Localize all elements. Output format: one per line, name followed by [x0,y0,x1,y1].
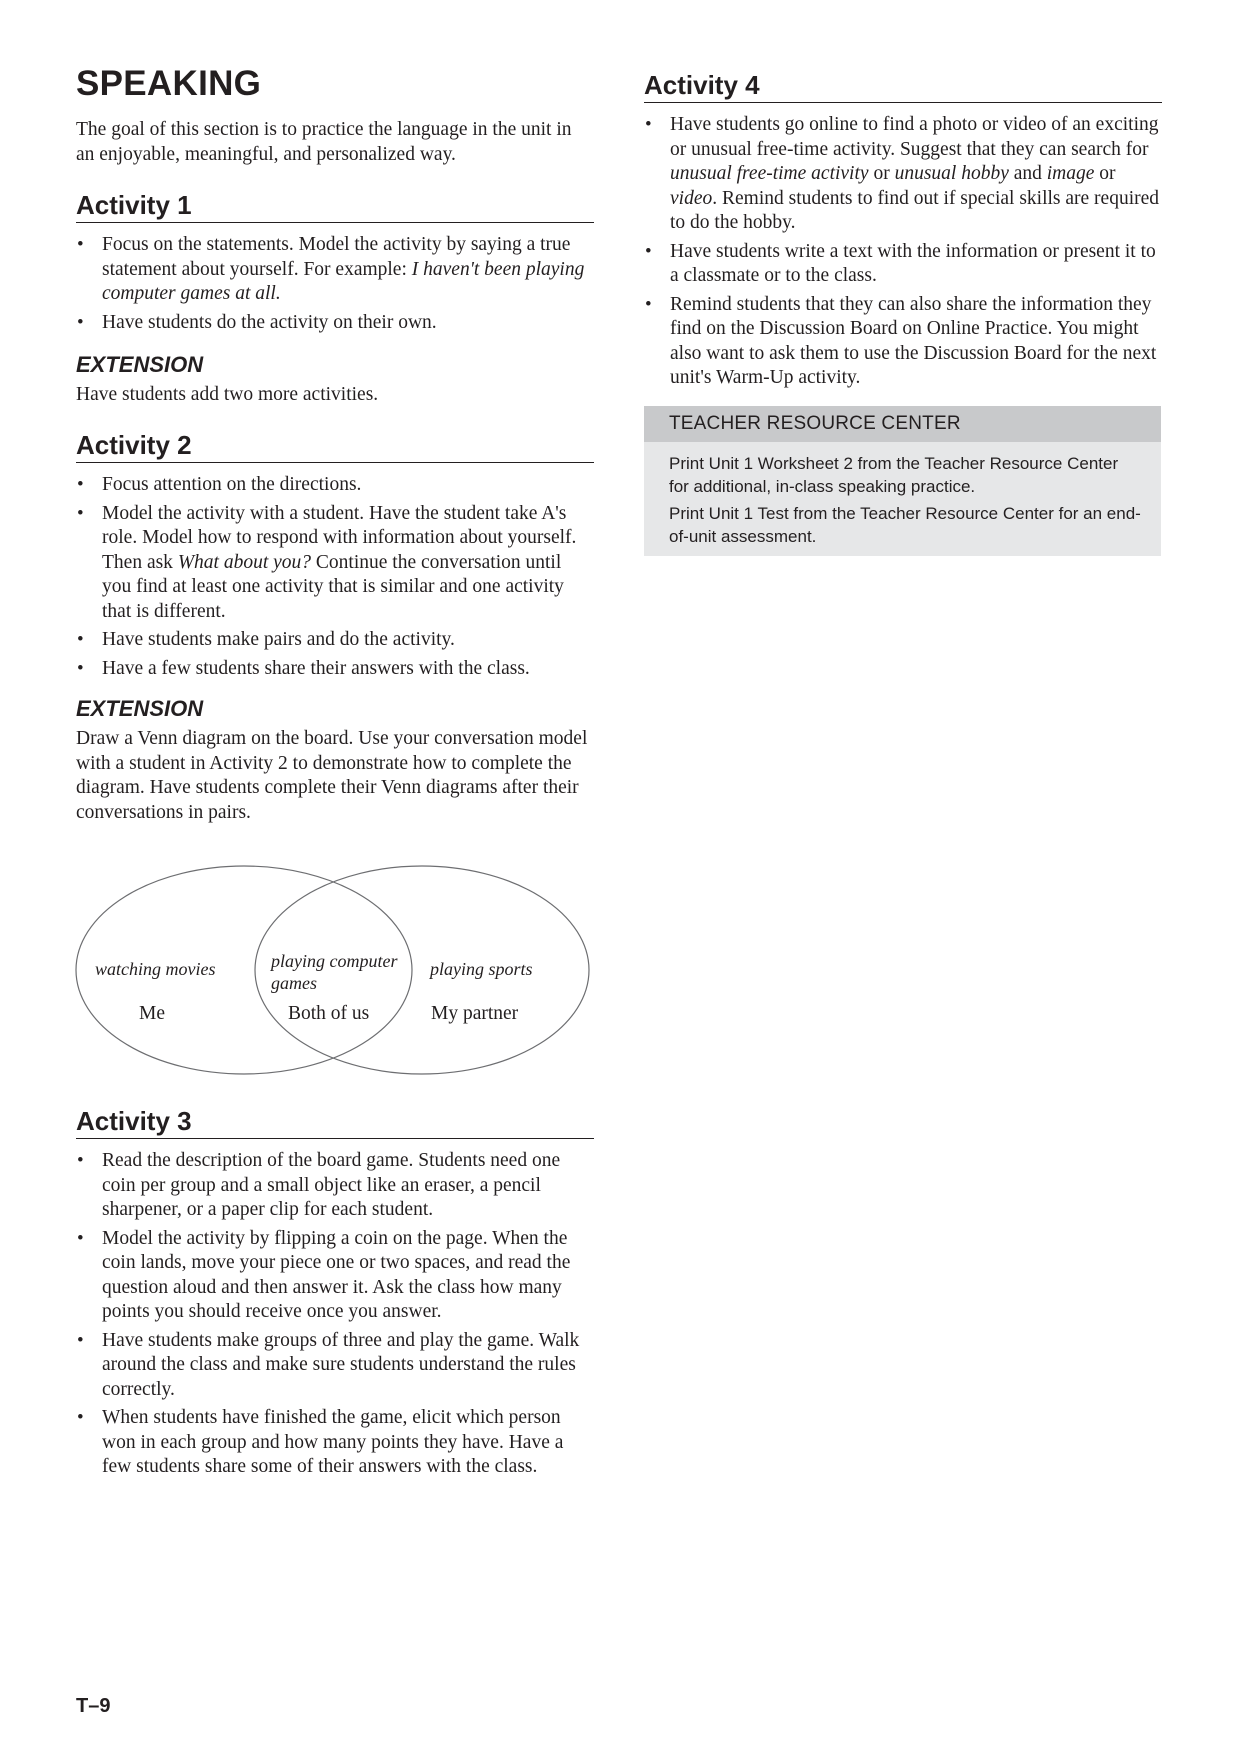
page-title: SPEAKING [76,64,262,103]
extension-body: Draw a Venn diagram on the board. Use your conversation model with a student in Activity 2 to demonstrate how to complete the diagram. Have students complete their Venn diagrams after their conversations in pairs. [76,728,588,823]
venn-middle-label: Both of us [288,1003,370,1024]
activity-1-list [76,233,594,339]
list-item [76,502,594,625]
venn-right-item: playing sports [430,959,533,979]
bullet-icon: • [77,1407,84,1428]
venn-right-label: My partner [431,1003,519,1024]
list-item [644,240,1162,289]
bullet-icon: • [645,240,652,262]
bullet-text-tail: . Remind students to find out if special skills are required to do the hobby. [670,187,1160,233]
bullet-icon: • [77,657,84,679]
list-item [76,1227,594,1325]
list-item [644,293,1162,391]
bullet-text: Read the description of the board game. Students need one coin per group and a small object like an eraser, a pencil sharpener, or a paper clip for each student. [102,1150,561,1220]
venn-diagram [74,862,594,1087]
activity-2-list [76,473,594,685]
trc-heading: TEACHER RESOURCE CENTER [644,406,1161,442]
bullet-icon: • [77,474,84,495]
bullet-text: Have students do the activity on their own. [102,311,437,333]
list-item [76,1329,594,1403]
bullet-text: Focus attention on the directions. [102,474,362,495]
activity-3-heading: Activity 3 [76,1106,594,1139]
search-term: video [670,187,713,209]
activity-1-heading: Activity 1 [76,190,594,223]
bullet-icon: • [77,234,84,255]
venn-left-label: Me [139,1003,165,1024]
trc-item: Print Unit 1 Test from the Teacher Resource Center for an end-of-unit assessment. [669,504,1141,546]
extension-heading: EXTENSION [76,352,204,377]
bullet-text: Remind students that they can also share the information they find on the Discussion Board on Online Practice. You might also want to ask them to use the Discussion Board for the next unit's Warm-Up activity. [670,293,1157,388]
bullet-icon: • [77,502,84,524]
extension-heading: EXTENSION [76,696,204,721]
bullet-text: Have a few students share their answers with the class. [102,657,530,679]
bullet-text-join: or [1094,163,1116,184]
bullet-text: Have students write a text with the information or present it to a classmate or to the class. [670,240,1156,286]
list-item [76,311,594,336]
list-item [76,628,594,653]
list-item [76,1406,594,1480]
trc-item: Print Unit 1 Worksheet 2 from the Teacher Resource Center for additional, in-class speaking practice. [669,454,1119,496]
activity-4-list [644,113,1162,395]
search-term: image [1046,163,1095,184]
list-item [76,233,594,307]
bullet-text: When students have finished the game, elicit which person won in each group and how many points they have. Have a few students share some of their answers with the class. [102,1407,564,1477]
activity-2-heading: Activity 2 [76,430,594,463]
example-statement: I haven't been playing computer games at all. [102,258,585,304]
trc-body [644,442,1161,548]
bullet-icon: • [77,629,84,650]
activity-3-list [76,1149,594,1484]
bullet-text: Focus on the statements. Model the activity by saying a true statement about yourself. For example: [102,234,571,280]
bullet-text-join: or [868,163,895,184]
bullet-text-join: and [1008,163,1047,184]
venn-middle-item: playing computer [271,951,398,971]
bullet-text: Have students make groups of three and play the game. Walk around the class and make sure students understand the rules correctly. [102,1329,580,1400]
bullet-icon: • [645,114,652,135]
bullet-icon: • [77,1329,84,1351]
list-item [76,473,594,498]
bullet-text: Model the activity with a student. Have the student take A's role. Model how to respond with information about yourself. Then ask [102,502,577,573]
page-number: T–9 [76,1695,111,1717]
venn-middle-item-2: games [271,973,317,993]
teacher-resource-center-box [644,406,1161,556]
bullet-icon: • [77,1150,84,1171]
search-term: unusual hobby [894,163,1009,184]
extension-body: Have students add two more activities. [76,384,379,405]
bullet-icon: • [77,1227,84,1249]
bullet-icon: • [77,311,84,333]
bullet-text: Have students go online to find a photo or video of an exciting or unusual free-time activity. Suggest that they can search for [670,114,1159,160]
question-text: What about you? [177,551,312,573]
search-term: unusual free-time activity [670,163,869,184]
list-item [76,1149,594,1223]
list-item [644,113,1162,236]
intro-paragraph: The goal of this section is to practice the language in the unit in an enjoyable, meaningful, and personalized way. [76,119,572,165]
list-item [76,657,594,682]
activity-4-heading: Activity 4 [644,70,1162,103]
bullet-text-tail: Continue the conversation until you find at least one activity that is similar and one activity that is different. [102,551,564,622]
venn-left-item: watching movies [95,959,216,979]
bullet-text: Model the activity by flipping a coin on the page. When the coin lands, move your piece one or two spaces, and read the question aloud and then answer it. Ask the class how many points you should receive once you answer. [102,1227,571,1322]
bullet-icon: • [645,293,652,315]
bullet-text: Have students make pairs and do the activity. [102,629,455,650]
